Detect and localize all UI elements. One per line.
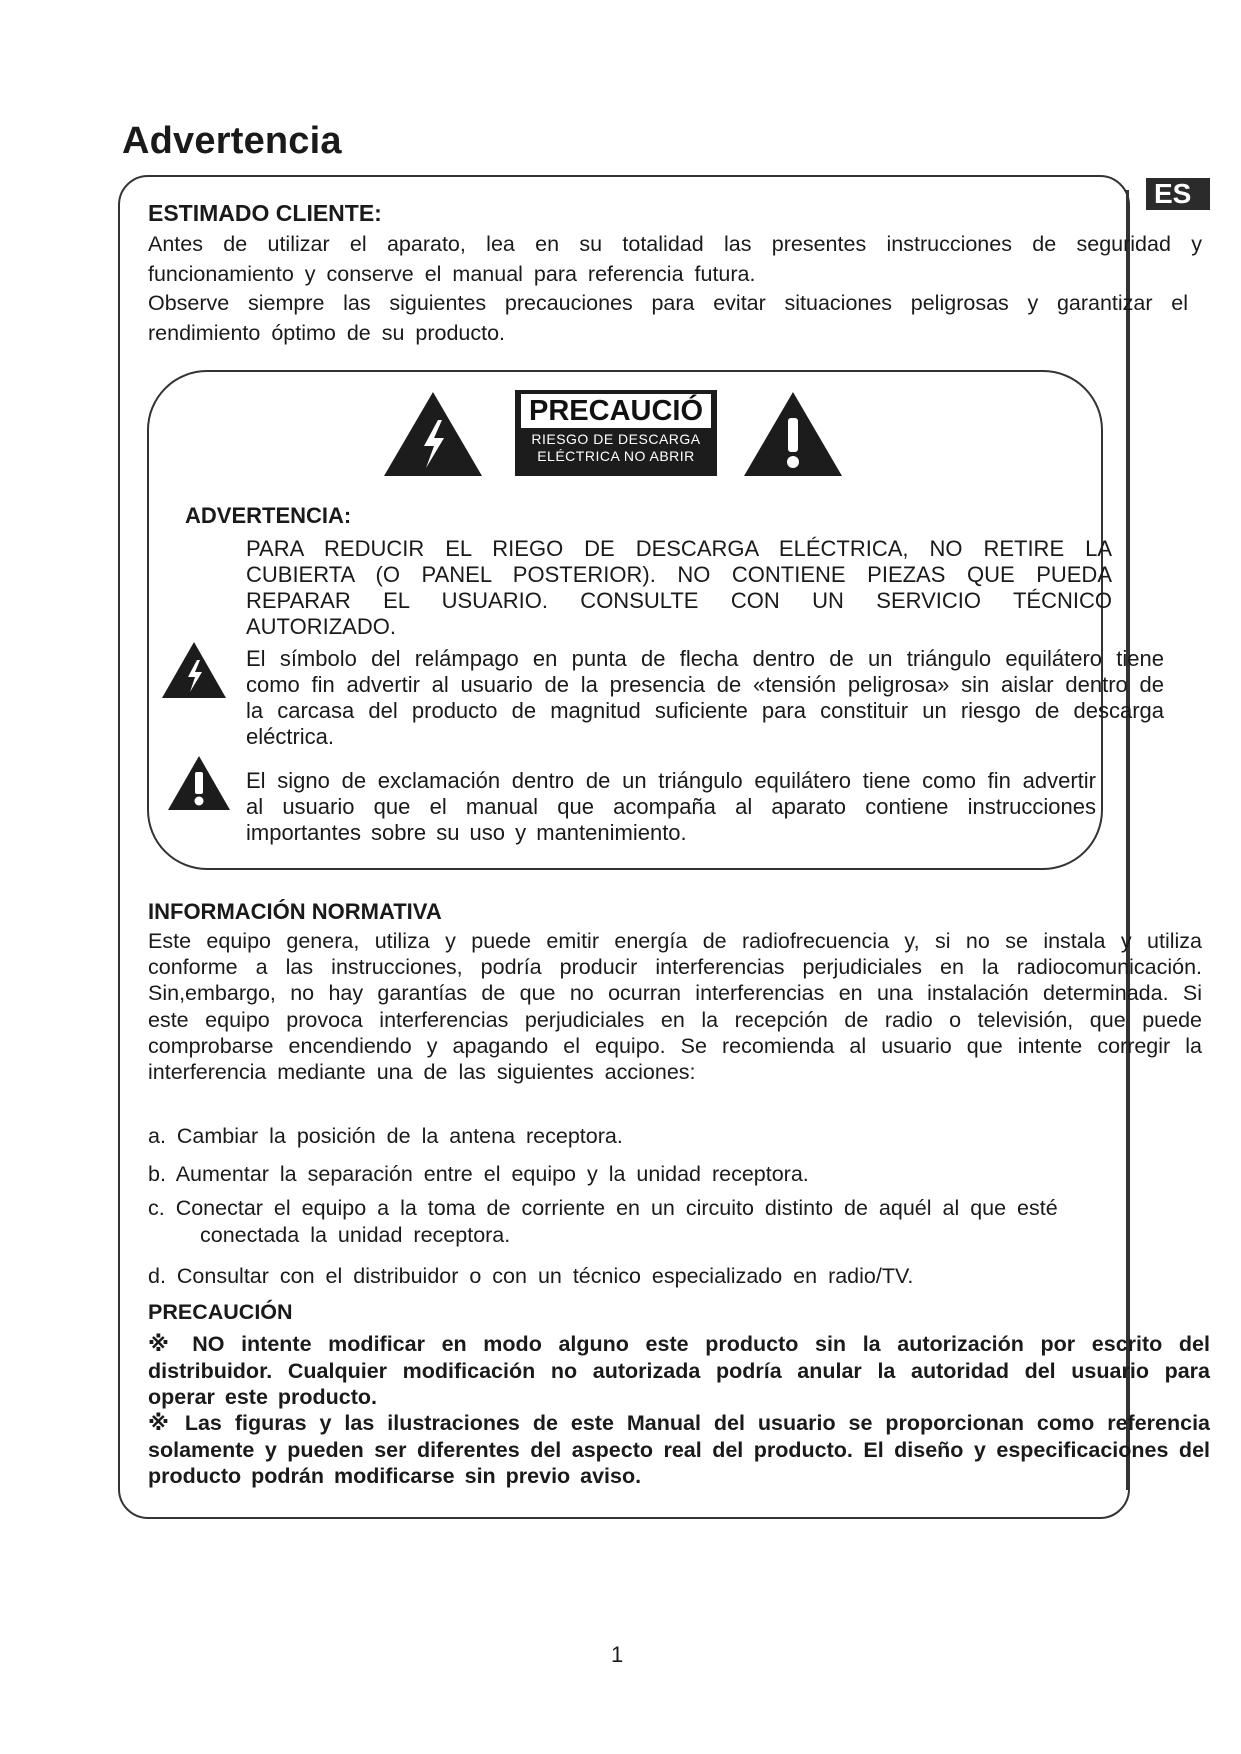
precaution-heading: PRECAUCIÓN bbox=[148, 1300, 293, 1324]
exclamation-small-icon bbox=[166, 754, 232, 812]
regulatory-paragraph: Este equipo genera, utiliza y puede emitir energía de radiofrecuencia y, si no se instala y utiliza conforme a las instrucciones, podría producir interferencias perjudiciales en la radiocomunicación. Sin,embargo, no hay garantías de que no ocurran interferencias en una instalación determinada. Si este equipo provoca interferencias perjudiciales en la recepción de radio o televisión, que puede comprobarse encendiendo y apagando el equipo. Se recomienda al usuario que intente corregir la interferencia mediante una de las siguientes acciones: bbox=[148, 929, 1202, 1085]
regulatory-item-b: b. Aumentar la separación entre el equipo y la unidad receptora. bbox=[148, 1162, 809, 1186]
lightning-triangle-icon bbox=[382, 390, 484, 478]
regulatory-item-a: a. Cambiar la posición de la antena receptora. bbox=[148, 1124, 623, 1148]
lightning-symbol-text: El símbolo del relámpago en punta de flecha dentro de un triángulo equilátero tiene como fin advertir al usuario de la presencia de «tensión peligrosa» sin aislar dentro de la carcasa del producto de magnitud suficiente para constituir un riesgo de descarga eléctrica. bbox=[246, 646, 1164, 749]
regulatory-heading: INFORMACIÓN NORMATIVA bbox=[148, 899, 442, 924]
regulatory-item-d: d. Consultar con el distribuidor o con un técnico especializado en radio/TV. bbox=[148, 1264, 914, 1288]
exclamation-triangle-icon bbox=[742, 390, 844, 478]
precaution-note-2: ※ Las figuras y las ilustraciones de este Manual del usuario se proporcionan como referencia solamente y pueden ser diferentes del aspecto real del producto. El diseño y especificaciones del producto podrán modificarse sin previo aviso. bbox=[148, 1411, 1210, 1488]
caution-label-title: PRECAUCIÓ bbox=[521, 394, 711, 428]
binding-line bbox=[1126, 190, 1129, 1490]
warning-main-text: PARA REDUCIR EL RIEGO DE DESCARGA ELÉCTRICA, NO RETIRE LA CUBIERTA (O PANEL POSTERIOR). NO CONTIENE PIEZAS QUE PUEDA REPARAR EL USUARIO. CONSULTE CON UN SERVICIO TÉCNICO AUTORIZADO. bbox=[246, 536, 1112, 639]
precaution-note-1: ※ NO intente modificar en modo alguno este producto sin la autorización por escrito del distribuidor. Cualquier modificación no autorizada podría anular la autoridad del usuario para operar este producto. bbox=[148, 1332, 1210, 1409]
lightning-small-icon bbox=[160, 640, 228, 700]
intro-paragraph-2: Observe siempre las siguientes precauciones para evitar situaciones peligrosas y garantizar el rendimiento óptimo de su producto. bbox=[148, 291, 1188, 345]
regulatory-item-c-continued: conectada la unidad receptora. bbox=[200, 1223, 511, 1247]
intro-paragraph-1: Antes de utilizar el aparato, lea en su totalidad las presentes instrucciones de seguridad y funcionamiento y conserve el manual para referencia futura. bbox=[148, 232, 1202, 286]
caution-label bbox=[515, 390, 717, 476]
language-tab: ES bbox=[1146, 178, 1210, 210]
page-title: Advertencia bbox=[122, 120, 342, 162]
warning-heading: ADVERTENCIA: bbox=[185, 503, 352, 528]
page-number: 1 bbox=[611, 1642, 624, 1667]
intro-heading: ESTIMADO CLIENTE: bbox=[148, 200, 382, 226]
caution-label-line1: RIESGO DE DESCARGA bbox=[531, 431, 701, 447]
regulatory-item-c: c. Conectar el equipo a la toma de corriente en un circuito distinto de aquél al que esté bbox=[148, 1196, 1058, 1220]
exclamation-symbol-text: El signo de exclamación dentro de un triángulo equilátero tiene como fin advertir al usuario que el manual que acompaña al aparato contiene instrucciones importantes sobre su uso y mantenimiento. bbox=[246, 768, 1096, 845]
caution-label-line2: ELÉCTRICA NO ABRIR bbox=[537, 448, 695, 464]
